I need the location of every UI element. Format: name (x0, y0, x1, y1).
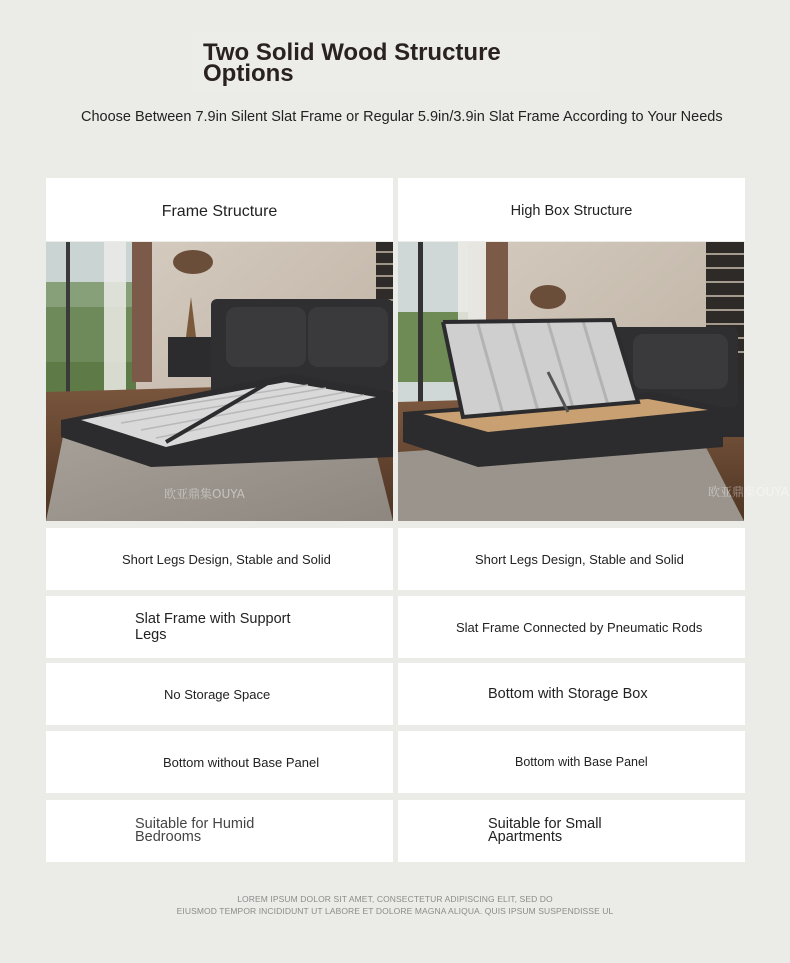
high-box-structure-bed-photo (398, 242, 789, 521)
row-storage-left-text: No Storage Space (164, 686, 271, 702)
page-subtitle: Choose Between 7.9in Silent Slat Frame or Regular 5.9in/3.9in Slat Frame According to Your Needs (81, 109, 723, 125)
row-panel-right-text: Bottom with Base Panel (515, 755, 648, 769)
frame-structure-heading: Frame Structure (161, 202, 278, 220)
frame-structure-bed-photo (46, 242, 393, 521)
footer-text (0, 893, 790, 917)
row-panel-right (398, 731, 745, 793)
row-storage-left (46, 663, 393, 725)
high-box-structure-heading: High Box Structure (510, 203, 633, 219)
row-suitable-left-line1: Suitable for Humid (135, 816, 255, 832)
row-legs-right-text: Short Legs Design, Stable and Solid (475, 551, 684, 567)
row-slat-right (398, 596, 745, 658)
row-slat-left (46, 596, 393, 658)
row-suitable-right-line1: Suitable for Small (488, 816, 602, 832)
frame-structure-header (46, 178, 393, 241)
row-suitable-left-text (135, 818, 254, 844)
footer-line1: LOREM IPSUM DOLOR SIT AMET, CONSECTETUR ADIPISCING ELIT, SED DO (237, 894, 553, 904)
row-suitable-left-line2: Bedrooms (135, 829, 202, 845)
row-suitable-right-line2: Apartments (488, 829, 563, 845)
page-title-line1: Two Solid Wood Structure (203, 39, 501, 66)
row-panel-left-text: Bottom without Base Panel (163, 754, 320, 770)
row-panel-left (46, 731, 393, 793)
row-storage-right (398, 663, 745, 725)
row-slat-left-line2: Legs (135, 627, 167, 643)
watermark-right: 欧亚鼎集OUYA (708, 485, 789, 499)
watermark-left: 欧亚鼎集OUYA (164, 487, 245, 501)
row-suitable-left (46, 800, 393, 862)
row-suitable-right-text (488, 818, 602, 844)
row-legs-right (398, 528, 745, 590)
row-legs-left-text: Short Legs Design, Stable and Solid (122, 551, 331, 567)
row-storage-right-text: Bottom with Storage Box (488, 686, 648, 702)
row-slat-right-text: Slat Frame Connected by Pneumatic Rods (456, 619, 703, 635)
row-slat-left-text (135, 611, 291, 643)
row-suitable-right (398, 800, 745, 862)
high-box-structure-header (398, 178, 745, 241)
row-slat-left-line1: Slat Frame with Support (135, 611, 291, 627)
page-title (203, 39, 523, 87)
row-legs-left (46, 528, 393, 590)
footer-line2: EIUSMOD TEMPOR INCIDIDUNT UT LABORE ET DOLORE MAGNA ALIQUA. QUIS IPSUM SUSPENDISSE UL (176, 906, 614, 916)
page-title-line2: Options (203, 60, 294, 87)
